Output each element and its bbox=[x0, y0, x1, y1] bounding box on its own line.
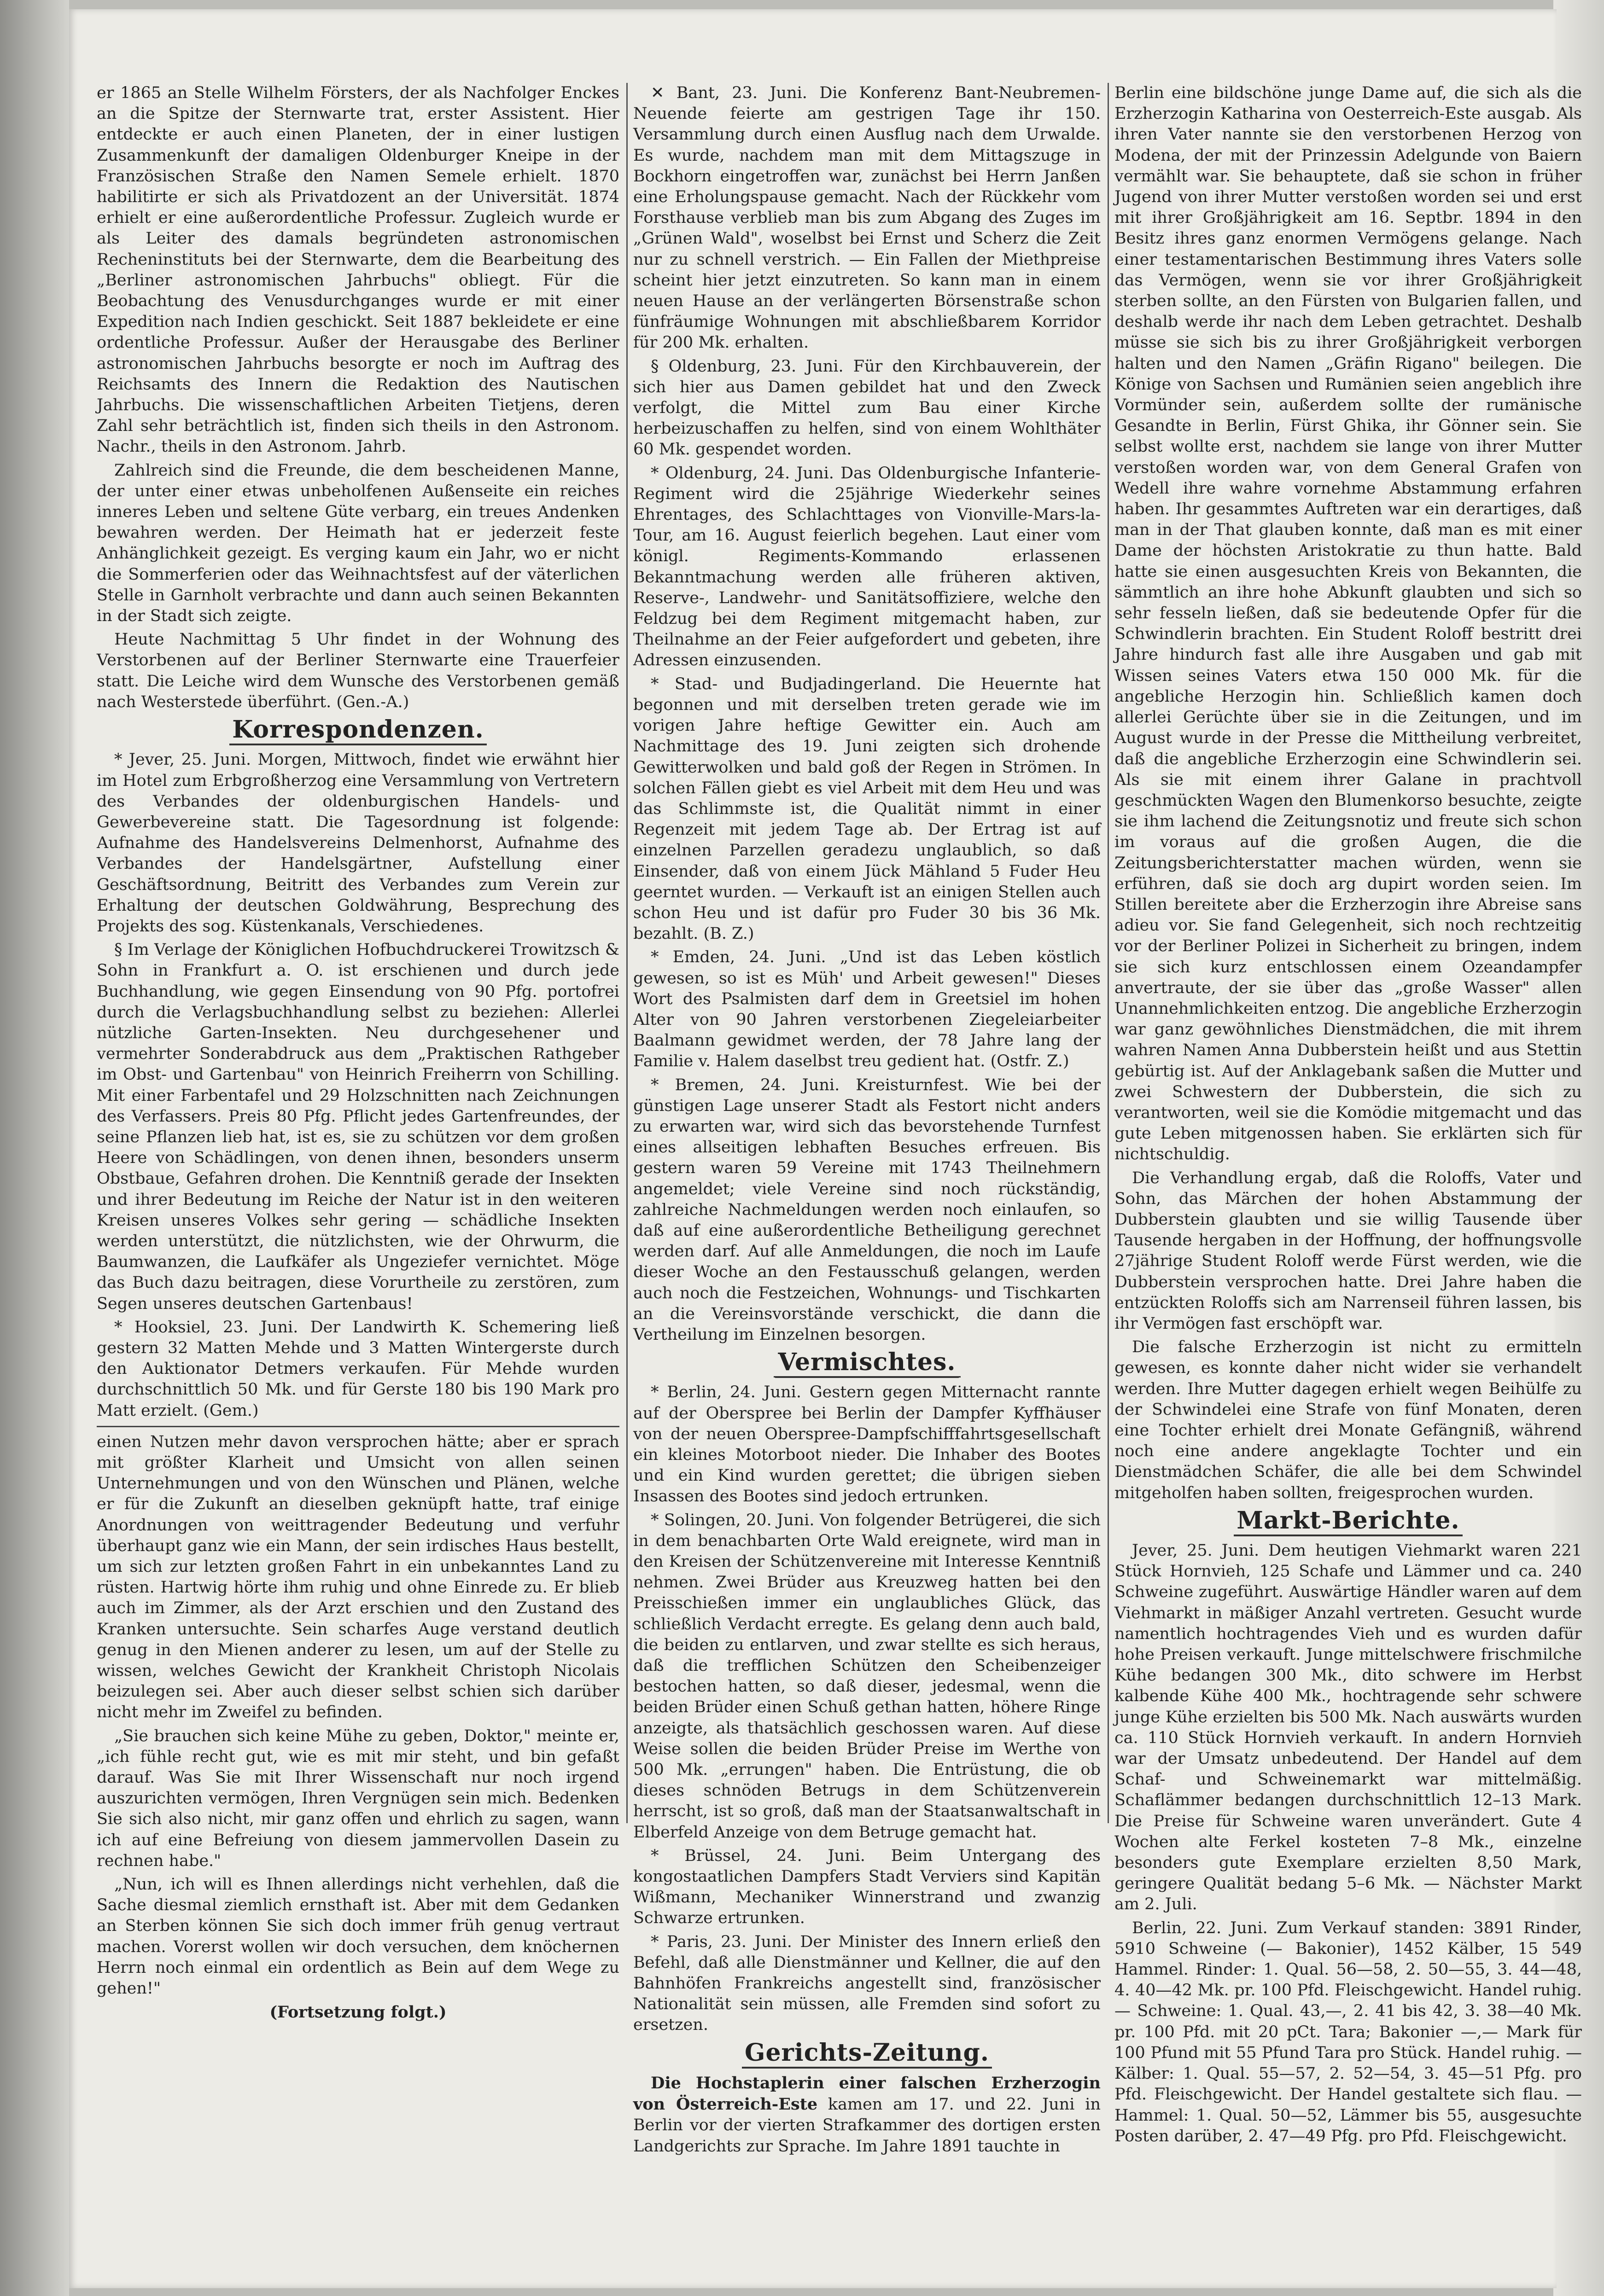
feuilleton-dialogue-1: „Sie brauchen sich keine Mühe zu geben, Doktor," meinte er, „ich fühle recht gut, wie es mit mir steht, und bin gefaßt darauf. Was Sie mit Ihrer Wissenschaft nur noch irgend auszurichten vermögen, Ihren Vergnügen sein mich. Bedenken Sie sich also nicht, mir ganz offen und ehrlich zu sagen, wann ich auf eine Befreiung von diesem jammervollen Dasein zu rechnen habe." bbox=[97, 1726, 619, 1870]
article-tietjen-continued: er 1865 an Stelle Wilhelm Försters, der als Nachfolger Enckes an die Spitze der Sternwarte trat, erster Assistent. Hier entdeckte er auch einen Planeten, der in einer lustigen Zusammenkunft der damaligen Oldenburger Kneipe in der Französischen Straße den Namen Semele erhielt. 1870 habilitirte er sich als Privatdozent an der Universität. 1874 erhielt er eine außerordentliche Professur. Zugleich wurde er als Leiter des damals begründeten astronomischen Recheninstituts bei der Sternwarte, dem die Bearbeitung des „Berliner astronomischen Jahrbuchs" obliegt. Für die Beobachtung des Venusdurchganges wurde er mit einer Expedition nach Indien geschickt. Seit 1887 bekleidete er eine ordentliche Professur. Außer der Herausgabe des Berliner astronomischen Jahrbuchs besorgte er noch im Auftrag des Reichsamts des Innern die Redaktion des Nautischen Jahrbuchs. Die wissenschaftlichen Arbeiten Tietjens, deren Zahl sehr beträchtlich ist, finden sich theils in den Astronom. Nachr., theils in den Astronom. Jahrb. bbox=[97, 84, 619, 456]
column-1 bbox=[97, 83, 619, 2164]
article-tietjen-funeral: Heute Nachmittag 5 Uhr findet in der Wohnung des Verstorbenen auf der Berliner Sternwarte eine Trauerfeier statt. Die Leiche wird dem Wunsche des Verstorbenen gemäß nach Westerstede überführt. (Gen.-A.) bbox=[97, 630, 619, 711]
report-oldenburg-regiment: * Oldenburg, 24. Juni. Das Oldenburgische Infanterie-Regiment wird die 25jährige Wiederkehr seines Ehrentages, des Schlachttages von Vionville-Mars-la-Tour, am 16. August feierlich begehen. Laut einer vom königl. Regiments-Kommando erlassenen Bekanntmachung werden alle früheren aktiven, Reserve-, Landwehr- und Sanitätsoffiziere, welche den Feldzug bei dem Regiment mitgemacht haben, zur Theilnahme an der Feier aufgefordert und gebeten, ihre Adressen einzusenden. bbox=[633, 464, 1101, 670]
feuilleton-divider bbox=[97, 1426, 619, 1427]
report-jever: * Jever, 25. Juni. Morgen, Mittwoch, findet wie erwähnt hier im Hotel zum Erbgroßherzog eine Versammlung von Vertretern des Verbandes der oldenburgischen Handels- und Gewerbevereine statt. Die Tagesordnung ist folgende: Aufnahme des Handelsvereins Delmenhorst, Aufnahme des Verbandes der Handelsgärtner, Aufstellung einer Geschäftsordnung, Beitritt des Verbandes zum Verein zur Erhaltung der deutschen Goldwährung, Besprechung des Projekts des sog. Küstenkanals, Verschiedenes. bbox=[97, 750, 619, 936]
report-bant: ✕ Bant, 23. Juni. Die Konferenz Bant-Neubremen-Neuende feierte am gestrigen Tage ihr 150. Versammlung durch einen Ausflug nach dem Urwalde. Es wurde, nachdem man mit dem Mittagszuge in Bockhorn eingetroffen war, zunächst bei Herrn Janßen eine Erholungspause gemacht. Nach der Rückkehr vom Forsthause verblieb man bis zum Abgang des Zuges im „Grünen Wald", woselbst bei Ernst und Scherz die Zeit nur zu schnell verstrich. — Ein Fallen der Miethpreise scheint hier jetzt einzutreten. So kann man in einem neuen Hause an der verlängerten Börsenstraße schon fünfräumige Wohnungen mit abschließbarem Korridor für 200 Mk. erhalten. bbox=[633, 84, 1101, 352]
market-report-jever: Jever, 25. Juni. Dem heutigen Viehmarkt waren 221 Stück Hornvieh, 125 Schafe und Lämmer und ca. 240 Schweine zugeführt. Auswärtige Händler waren auf dem Viehmarkt in mäßiger Anzahl vertreten. Gesucht wurde namentlich hochtragendes Vieh und es wurden dafür hohe Preisen verkauft. Junge mittelschwere frischmilche Kühe bedangen 300 Mk., dito schwere im Herbst kalbende Kühe 400 Mk., hochtragende sehr schwere junge Kühe erzielten bis 500 Mk. Nach auswärts wurden ca. 110 Stück Hornvieh verkauft. In andern Hornvieh war der Umsatz unbedeutend. Der Handel auf dem Schaf- und Schweinemarkt war mittelmäßig. Schaflämmer bedangen durchschnittlich 12–13 Mark. Die Preise für Schweine waren unverändert. Gute 4 Wochen alte Ferkel kosteten 7–8 Mk., einzelne besonders gute Exemplare erzielten 8,50 Mark, geringere Qualität bedang 5–6 Mk. — Nächster Markt am 2. Juli. bbox=[1114, 1541, 1582, 1914]
report-hooksiel: * Hooksiel, 23. Juni. Der Landwirth K. Schemering ließ gestern 32 Matten Mehde und 3 Matten Wintergerste durch den Auktionator Detmers verkaufen. Für Mehde wurden durchschnittlich 50 Mk. und für Gerste 180 bis 190 Mark pro Matt erzielt. (Gem.) bbox=[97, 1318, 619, 1420]
section-heading-gerichts-zeitung: Gerichts-Zeitung. bbox=[633, 2042, 1101, 2063]
feuilleton-story: einen Nutzen mehr davon versprochen hätte; aber er sprach mit größter Klarheit und Umsicht von allen seinen Unternehmungen und von den Wünschen und Plänen, welche er für die Zukunft an dieselben geknüpft hatte, traf einige Anordnungen von weittragender Bedeutung und verfuhr überhaupt ganz wie ein Mann, der sein irdisches Haus bestellt, um sich zur letzten großen Fahrt in ein unbekanntes Land zu rüsten. Hartwig hörte ihm ruhig und ohne Einrede zu. Er blieb auch im Zimmer, als der Arzt erschien und den Zustand des Kranken untersuchte. Sein scharfes Auge verstand deutlich genug in den Mienen anderer zu lesen, um auf der Stelle zu wissen, welches Gewicht der Krankheit Christoph Nicolais beizulegen sei. Aber auch dieser selbst schien sich darüber nicht mehr im Zweifel zu befinden. bbox=[97, 1432, 619, 1722]
market-report-berlin: Berlin, 22. Juni. Zum Verkauf standen: 3891 Rinder, 5910 Schweine (— Bakonier), 1452 Kälber, 15 549 Hammel. Rinder: 1. Qual. 56—58, 2. 50—55, 3. 44—48, 4. 40—42 Mk. pr. 100 Pfd. Fleischgewicht. Handel ruhig. — Schweine: 1. Qual. 43,—, 2. 41 bis 42, 3. 38—40 Mk. pr. 100 Pfd. mit 20 pCt. Tara; Bakonier —,— Mark für 100 Pfund mit 55 Pfund Tara pro Stück. Handel ruhig. — Kälber: 1. Qual. 55—57, 2. 52—54, 3. 45—51 Pfg. pro Pfd. Fleischgewicht. Der Handel gestaltete sich flau. — Hammel: 1. Qual. 50—52, Lämmer bis 55, ausgesuchte Posten darüber, 2. 47—49 Pfg. pro Pfd. Fleischgewicht. bbox=[1114, 1918, 1582, 2145]
column-2 bbox=[633, 83, 1101, 2156]
column-3 bbox=[1114, 83, 1582, 2145]
continuation-note: (Fortsetzung folgt.) bbox=[269, 2003, 447, 2022]
feuilleton-dialogue-2: „Nun, ich will es Ihnen allerdings nicht verhehlen, daß die Sache diesmal ziemlich ernsthaft ist. Aber mit dem Gedanken an Sterben können Sie sich doch immer früh genug vertraut machen. Vorerst wollen wir doch versuchen, dem knöchernen Herrn noch einmal ein ordentlich as Bein auf dem Wege zu gehen!" bbox=[97, 1875, 619, 1998]
section-heading-korrespondenzen: Korrespondenzen. bbox=[97, 719, 619, 740]
court-report-text: kamen am 17. und 22. Juni in Berlin vor der vierten Strafkammer des dortigen ersten Landgerichts zur Sprache. Im Jahre 1891 tauchte in bbox=[633, 2095, 1101, 2156]
court-report-continued: Berlin eine bildschöne junge Dame auf, die sich als die Erzherzogin Katharina von Oesterreich-Este ausgab. Als ihren Vater nannte sie den verstorbenen Herzog von Modena, der mit der Prinzessin Adelgunde von Baiern vermählt war. Sie behauptete, daß sie schon in früher Jugend von ihrer Mutter verstoßen worden sei und erst mit ihrer Großjährigkeit am 16. Septbr. 1894 in den Besitz ihres ganz enormen Vermögens gelange. Nach einer testamentarischen Bestimmung ihres Vaters solle das Vermögen, wenn sie vor ihrer Großjährigkeit sterben sollte, an den Fürsten von Bulgarien fallen, und deshalb werde ihr nach dem Leben getrachtet. Deshalb müsse sie sich bis zu ihrer Großjährigkeit verborgen halten und den Namen „Gräfin Rigano" beilegen. Die Könige von Sachsen und Rumänien seien angeblich ihre Vormünder sein, außerdem sollte der rumänische Gesandte in Berlin, Fürst Ghika, ihr Gönner sein. Sie selbst wollte erst, nachdem sie lange von ihrer Mutter verstoßen worden war, von dem General Grafen von Wedell ihre wahre vornehme Abstammung erfahren haben. Ihr gesammtes Auftreten war ein derartiges, daß man in der That glauben konnte, daß man es mit einer Dame der höchsten Aristokratie zu thun hatte. Bald hatte sie einen ausgesuchten Kreis von Bekannten, die sämmtlich an ihre hohe Abkunft glaubten und sich so sehr fesseln ließen, daß sie bedeutende Opfer für die Schwindlerin brachten. Ein Student Roloff bestritt drei Jahre hindurch fast alle ihre Ausgaben und gab mit Wissen seines Vaters etwa 150 000 Mk. für die angebliche Herzogin hin. Schließlich kamen doch allerlei Gerüchte über sie in die Zeitungen, und im August wurde in der Presse die Mittheilung verbreitet, daß die angebliche Erzherzogin eine Schwindlerin sei. Als sie mit einem ihrer Galane in prachtvoll geschmückten Wagen den Blumenkorso besuchte, zeigte sie ihm lachend die Zeitungsnotiz und freute sich schon im voraus auf die großen Augen, die die Zeitungsberichterstatter machen würden, wenn sie erführen, daß sie doch arg dupirt worden seien. Im Stillen bereitete aber die Erzherzogin ihre Abreise sans adieu vor. Sie fand Gelegenheit, sich noch rechtzeitig vor der Berliner Polizei in Sicherheit zu bringen, indem sie sich kurz entschlossen einem Ozeandampfer anvertraute, der sie über das „große Wasser" allen Unannehmlichkeiten entzog. Die angebliche Erzherzogin war ganz gewöhnliches Dienstmädchen, die mit ihrem wahren Namen Anna Dubberstein heißt und aus Stettin gebürtig ist. Auf der Anklagebank saßen die Mutter und zwei Schwestern der Dubberstein, die sich zu verantworten, weil sie die Komödie mitgemacht und das gute Leben mitgenossen haben. Sie erklärten sich für nichtschuldig. bbox=[1114, 84, 1582, 1164]
column-rule-2 bbox=[1108, 83, 1109, 1823]
section-heading-markt-berichte: Markt-Berichte. bbox=[1114, 1510, 1582, 1531]
report-bremen: * Bremen, 24. Juni. Kreisturnfest. Wie bei der günstigen Lage unserer Stadt als Festort nicht anders zu erwarten war, wird sich das bevorstehende Turnfest eines allseitigen lebhaften Besuches erfreuen. Bis gestern waren 59 Vereine mit 1743 Theilnehmern angemeldet; viele Vereine sind noch rückständig, zahlreiche Nachmeldungen werden noch einlaufen, so daß auf eine außerordentliche Betheiligung gerechnet werden darf. Auf alle Anmeldungen, die noch im Laufe dieser Woche an den Festausschuß gelangen, werden auch noch die Festzeichen, Wohnungs- und Tischkarten an die Vereinsvorstände verschickt, die dann die Vertheilung im Einzelnen besorgen. bbox=[633, 1075, 1101, 1344]
column-rule-1 bbox=[626, 83, 628, 1823]
report-bruessel: * Brüssel, 24. Juni. Beim Untergang des kongostaatlichen Dampfers Stadt Verviers sind Kapitän Wißmann, Mechaniker Winnerstrand und zwanzig Schwarze ertrunken. bbox=[633, 1846, 1101, 1928]
section-heading-vermischtes: Vermischtes. bbox=[633, 1352, 1101, 1372]
article-tietjen-friends: Zahlreich sind die Freunde, die dem bescheidenen Manne, der unter einer etwas unbeholfenen Außenseite ein reiches inneres Leben und seltene Güte verbarg, ein treues Andenken bewahren werden. Der Heimath hat er jederzeit feste Anhänglichkeit gezeigt. Es verging kaum ein Jahr, wo er nicht die Sommerferien oder das Weihnachtsfest auf der väterlichen Stelle in Garnholt verbrachte und dann auch seinen Bekannten in der Stadt sich zeigte. bbox=[97, 461, 619, 626]
court-report-start bbox=[633, 2073, 1101, 2157]
report-solingen: * Solingen, 20. Juni. Von folgender Betrügerei, die sich in dem benachbarten Orte Wald ereignete, wird man in den Kreisen der Schützenvereine mit Interesse Kenntniß nehmen. Zwei Brüder aus Kreuzweg hatten bei den Preisschießen immer ein unglaubliches Glück, das schließlich Verdacht erregte. Es gelang denn auch bald, die beiden zu entlarven, und zwar stellte es sich heraus, daß die trefflichen Schützen den Scheibenzeiger bestochen hatten, so daß dieser, jedesmal, wenn die beiden Brüder einen Schuß gethan hatten, höhere Ringe anzeigte, als thatsächlich geschossen waren. Auf diese Weise sollen die beiden Brüder Preise im Werthe von 500 Mk. „errungen" haben. Die Entrüstung, die ob dieses schnöden Betrugs in dem Schützenverein herrscht, ist so groß, daß man der Staatsanwaltschaft in Elberfeld Anzeige von dem Betruge gemacht hat. bbox=[633, 1511, 1101, 1842]
report-stad-budjadingerland: * Stad- und Budjadingerland. Die Heuernte hat begonnen und mit derselben treten gerade wie im vorigen Jahre heftige Gewitter ein. Auch am Nachmittage des 19. Juni zeigten sich drohende Gewitterwolken und bald goß der Regen in Strömen. In solchen Fällen giebt es viel Arbeit mit dem Heu und was das Schlimmste ist, die Qualität nimmt in einer Regenzeit mit jedem Tage ab. Der Ertrag ist auf einzelnen Parzellen geradezu unglaublich, so daß Einsender, daß von einem Jück Mähland 5 Fuder Heu geerntet wurden. — Verkauft ist an einigen Stellen auch schon Heu und ist dafür pro Fuder 30 bis 36 Mk. bezahlt. (B. Z.) bbox=[633, 674, 1101, 943]
report-paris: * Paris, 23. Juni. Der Minister des Innern erließ den Befehl, daß alle Dienstmänner und Kellner, die auf den Bahnhöfen Frankreichs angestellt sind, französischer Nationalität sein müssen, alle Fremden sind sofort zu ersetzen. bbox=[633, 1932, 1101, 2034]
court-report-sentence: Die falsche Erzherzogin ist nicht zu ermitteln gewesen, es konnte daher nicht wider sie verhandelt werden. Ihre Mutter dagegen erhielt wegen Beihülfe zu der Schwindelei eine Strafe von fünf Monaten, deren eine Tochter erhielt drei Monate Gefängniß, während noch eine andere angeklagte Tochter und ein Dienstmädchen Schäfer, die alle bei dem Schwindel mitgeholfen haben sollten, freigesprochen wurden. bbox=[1114, 1338, 1582, 1502]
court-report-verdict: Die Verhandlung ergab, daß die Roloffs, Vater und Sohn, das Märchen der hohen Abstammung der Dubberstein glaubten und sie willig Tausende über Tausende hergaben in der Hoffnung, der hoffnungsvolle 27jährige Student Roloff werde Fürst werden, wie die Dubberstein versprochen hatte. Drei Jahre haben die entzückten Roloffs sich am Narrenseil führen lassen, bis ihr Vermögen fast erschöpft war. bbox=[1114, 1168, 1582, 1333]
report-oldenburg-kirchbau: § Oldenburg, 23. Juni. Für den Kirchbauverein, der sich hier aus Damen gebildet hat und den Zweck verfolgt, die Mittel zum Bau einer Kirche herbeizuschaffen zu helfen, sind von einem Wohlthäter 60 Mk. gespendet worden. bbox=[633, 357, 1101, 459]
book-binding-edge bbox=[0, 0, 69, 2296]
court-report-headline: Die Hochstaplerin einer falschen Erzherzogin von Österreich-Este bbox=[633, 2073, 1101, 2114]
report-berlin-boat: * Berlin, 24. Juni. Gestern gegen Mitternacht rannte auf der Oberspree bei Berlin der Dampfer Kyffhäuser von der neuen Oberspree-Dampfschifffahrtsgesellschaft ein kleines Motorboot nieder. Die Inhaber des Bootes und ein Kind wurden gerettet; die übrigen sieben Insassen des Bootes sind jedoch ertrunken. bbox=[633, 1383, 1101, 1506]
report-emden: * Emden, 24. Juni. „Und ist das Leben köstlich gewesen, so ist es Müh' und Arbeit gewesen!" Dieses Wort des Psalmisten darf dem in Greetsiel im hohen Alter von 90 Jahren verstorbenen Ziegeleiarbeiter Baalmann gewidmet werden, der 78 Jahre lang der Familie v. Halem daselbst treu gedient hat. (Ostfr. Z.) bbox=[633, 948, 1101, 1071]
report-garden-insects: § Im Verlage der Königlichen Hofbuchdruckerei Trowitzsch & Sohn in Frankfurt a. O. ist erschienen und durch jede Buchhandlung, wie gegen Einsendung von 90 Pfg. portofrei durch die Verlagsbuchhandlung selbst zu beziehen: Allerlei nützliche Garten-Insekten. Neu durchgesehener und vermehrter Sonderabdruck aus dem „Praktischen Rathgeber im Obst- und Gartenbau" von Heinrich Freiherrn von Schilling. Mit einer Farbentafel und 29 Holzschnitten nach Zeichnungen des Verfassers. Preis 80 Pfg. Pflicht jedes Gartenfreundes, der seine Pflanzen lieb hat, ist es, sie zu schützen vor dem großen Heere von Schädlingen, von denen ihnen, besonders unserm Obstbaue, Gefahren drohen. Die Kenntniß gerade der Insekten und ihrer Bedeutung im Reiche der Natur ist in den weiteren Kreisen unseres Volkes sehr gering — schädliche Insekten werden unterstützt, die nützlichsten, wie der Ohrwurm, die Baumwanzen, die Laufkäfer als Ungeziefer vernichtet. Möge das Buch dazu beitragen, diese Vorurtheile zu zerstören, zum Segen unseres deutschen Gartenbaus! bbox=[97, 941, 619, 1313]
